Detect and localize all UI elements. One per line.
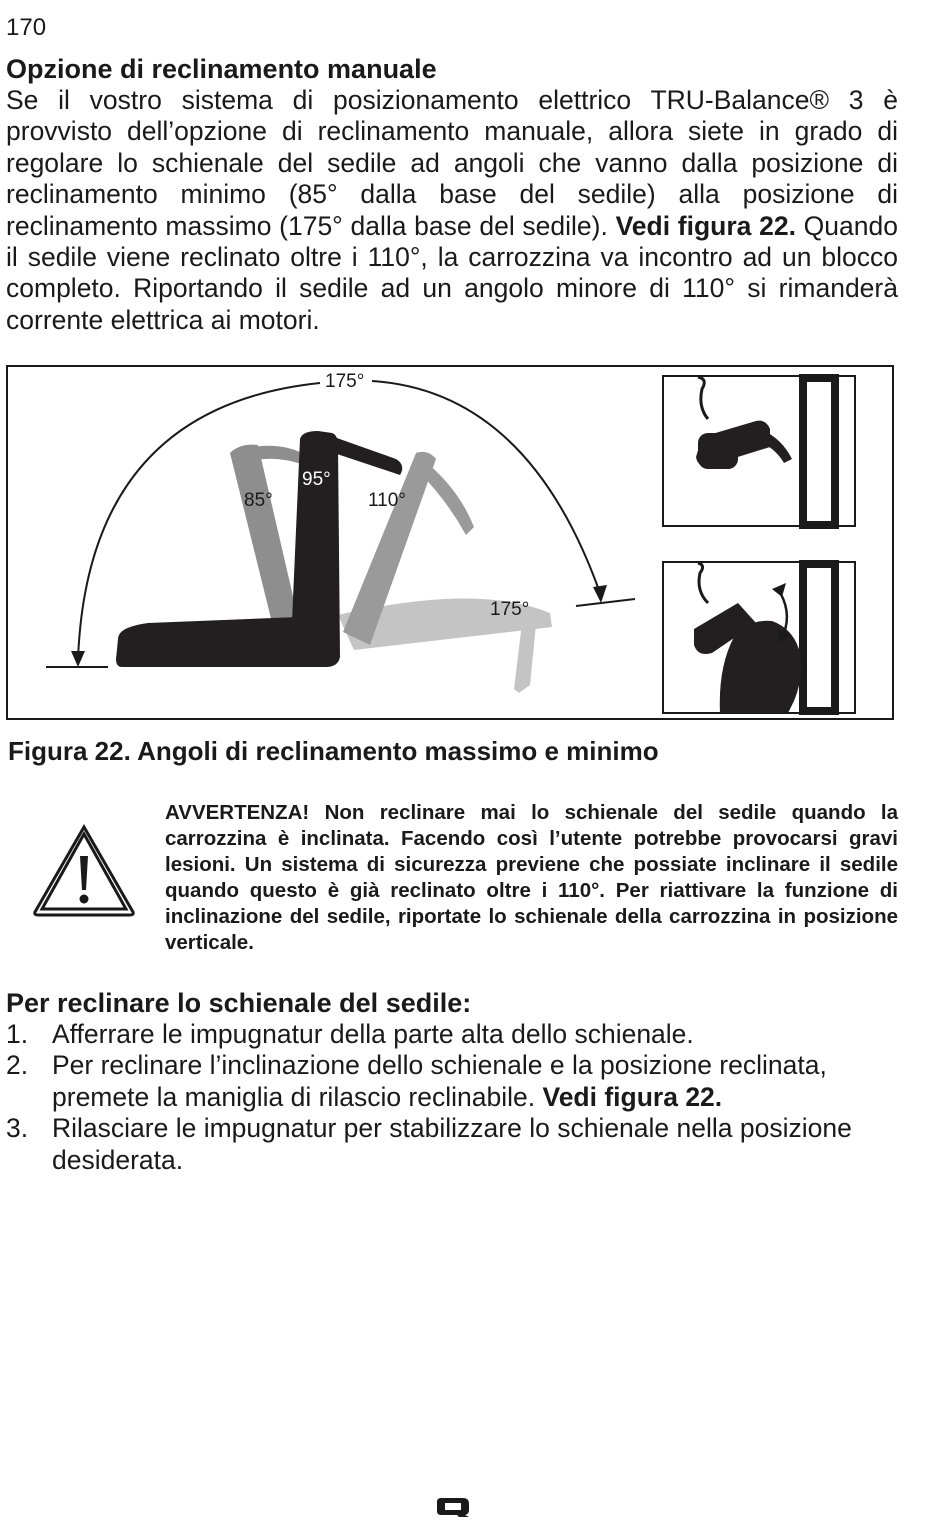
- warning-paragraph: [165, 800, 898, 956]
- list-item: [6, 1019, 898, 1050]
- page-number: 170: [6, 14, 47, 41]
- intro-section: [6, 54, 898, 336]
- steps-list: [6, 1019, 898, 1176]
- hand-release-detail-inset: [663, 562, 855, 713]
- figure-reference: Vedi figura 22.: [615, 210, 796, 241]
- arc-angle-label: 175°: [325, 371, 365, 392]
- step-number: 2.: [6, 1050, 29, 1081]
- warning-triangle-icon: [32, 824, 136, 918]
- step-number: 3.: [6, 1113, 29, 1144]
- figure-caption: Figura 22. Angoli di reclinamento massimo e minimo: [8, 736, 659, 766]
- frame-tube-bottom: [803, 564, 835, 711]
- step-figure-reference: Vedi figura 22.: [542, 1081, 723, 1112]
- arc-arrow-right-icon: [593, 585, 607, 603]
- handle-95-shape: [334, 437, 402, 475]
- step-number: 1.: [6, 1019, 29, 1049]
- warning-lead: AVVERTENZA!: [165, 801, 310, 824]
- step-text: Afferrare le impugnatur della parte alta dello schienale.: [52, 1019, 694, 1049]
- angle-110-label: 110°: [368, 490, 406, 511]
- steps-section: [6, 988, 898, 1176]
- seat-base-shape: [116, 617, 298, 667]
- intro-tail-text: Quando il sedile viene reclinato oltre i 110°, la carrozzina va incontro ad un blocco completo. Riportando il sedile ad un angolo minore di 110° si rimanderà corrente elettrica ai motori.: [6, 210, 898, 335]
- handle-175-shape: [514, 623, 536, 693]
- backrest-95-shape: [290, 431, 340, 667]
- handle-110-shape: [418, 459, 474, 535]
- frame-tube-top: [803, 378, 835, 525]
- angle-175-label: 175°: [490, 599, 530, 620]
- intro-paragraph: [6, 85, 898, 336]
- angle-85-label: 85°: [244, 490, 273, 511]
- intro-main-text: Se il vostro sistema di posizionamento elettrico TRU-Balance® 3 è provvisto dell’opzione di reclinamento manuale, allora siete in grado di regolare lo schienale del sedile ad angoli che vanno dalla posizione di reclinamento minimo (85° dalla base del sedile) alla posizione di reclinamento massimo (175° dalla base del sedile).: [6, 85, 898, 241]
- steps-title: Per reclinare lo schienale del sedile:: [6, 988, 472, 1018]
- figure-22: [6, 365, 894, 720]
- max-recline-reference-line: [576, 599, 635, 606]
- step-text: Rilasciare le impugnatur per stabilizzare lo schienale nella posizione desiderata.: [52, 1113, 852, 1175]
- recline-angles-diagram: [8, 367, 894, 720]
- release-handle-detail-inset: [663, 376, 855, 526]
- angle-95-label: 95°: [302, 469, 331, 490]
- quickie-q-logo-icon: [435, 1496, 471, 1518]
- step-text: Per reclinare l’inclinazione dello schienale e la posizione reclinata, premete la maniglia di rilascio reclinabile.: [52, 1050, 827, 1112]
- list-item: [6, 1050, 898, 1113]
- section-title: Opzione di reclinamento manuale: [6, 54, 437, 84]
- arc-arrow-left-icon: [71, 651, 85, 667]
- list-item: [6, 1113, 898, 1176]
- warning-body: Non reclinare mai lo schienale del sedile quando la carrozzina è inclinata. Facendo così l’utente potrebbe provocarsi gravi lesioni. Un sistema di sicurezza previene che possiate inclinare il sedile quando questo è già reclinato oltre i 110°. Per riattivare la funzione di inclinazione del sedile, riportate lo schienale della carrozzina in posizione verticale.: [165, 801, 898, 954]
- grip-top: [698, 433, 738, 469]
